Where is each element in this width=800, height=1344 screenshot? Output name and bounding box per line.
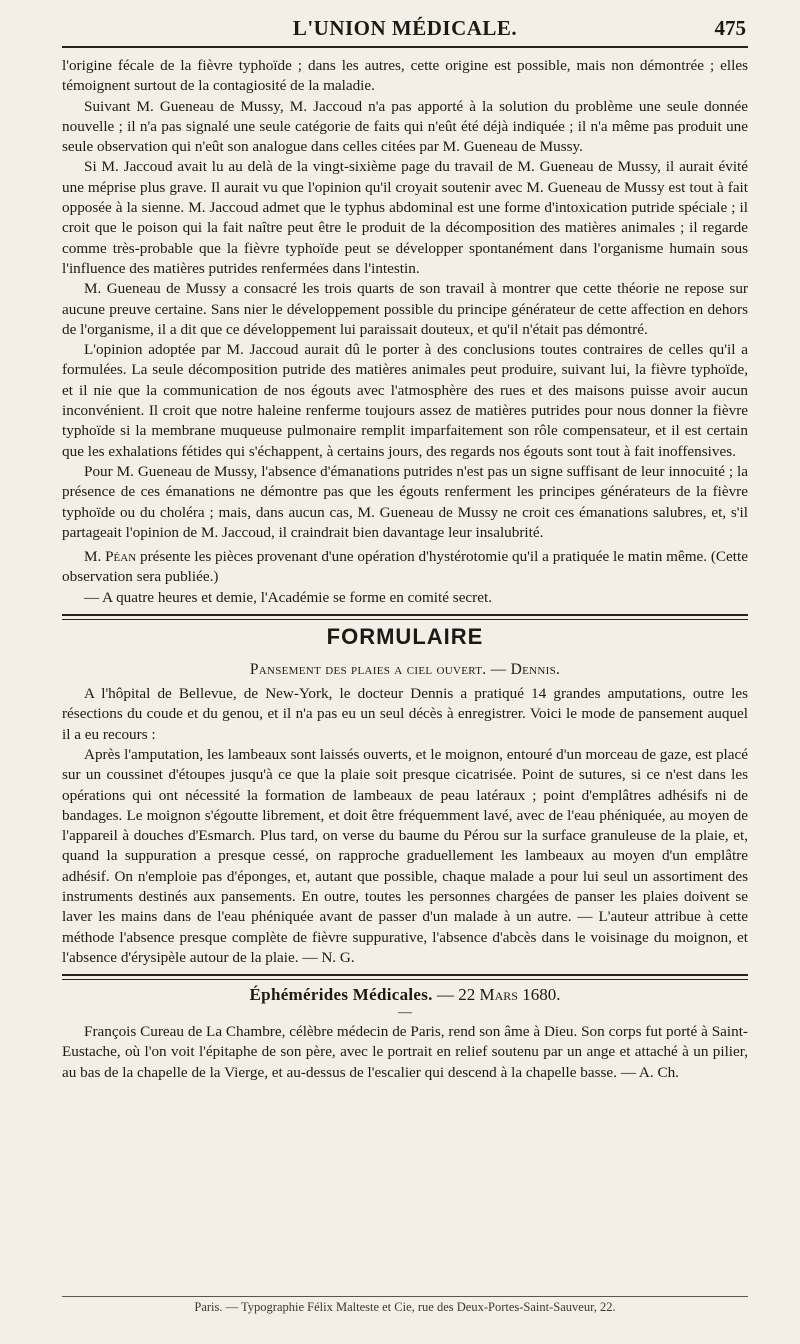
pean-text: présente les pièces provenant d'une opération d'hystérotomie qu'il a pratiquée le matin même. (Cette observation sera publiée.) bbox=[62, 548, 748, 586]
page-number: 475 bbox=[714, 16, 746, 40]
footer-rule bbox=[62, 1296, 748, 1297]
ephemerides-heading bbox=[62, 984, 748, 1006]
article-title: Pansement des plaies a ciel ouvert. — Dennis. bbox=[249, 661, 561, 679]
paragraph-continuation: l'origine fécale de la fièvre typhoïde ; dans les autres, cette origine est possible, mais non démontrée ; elles témoignent surtout de la contagiosité de la maladie. bbox=[62, 57, 748, 95]
paragraph-pean bbox=[62, 547, 748, 588]
paragraph-conclusions: L'opinion adoptée par M. Jaccoud aurait dû le porter à des conclusions toutes contraires de celles qu'il a formulées. La seule décomposition putride des matières animales peut produire, suivant lui, la fièvre typhoïde, et il nie que la communication de nos égouts avec l'atmosphère des rues et des maisons puisse avoir aucun inconvénient. Il croit que notre haleine renferme toujours assez de matières putrides pour nous donner la fièvre typhoïde si la membrane muqueuse pulmonaire remplit imparfaitement son rôle compensateur, et il est certain que les exhalations fétides qui s'échappent, à certains jours, des regards nos égouts sont tout à fait inoffensives. bbox=[62, 341, 748, 460]
paragraph-bellevue: A l'hôpital de Bellevue, de New-York, le docteur Dennis a pratiqué 14 grandes amputations, outre les résections du coude et du genou, et il n'a pas eu un seul décès à enregistrer. Voici le mode de pansement auquel il a eu recours : bbox=[62, 685, 748, 743]
paragraph-gueneau-reply: Suivant M. Gueneau de Mussy, M. Jaccoud n'a pas apporté à la solution du problème une seule donnée nouvelle ; il n'a pas signalé une seule catégorie de faits qui n'eût été déjà indiquée ; il n'a même pas produit une seule observation qui n'eût son analogue dans celles citées par M. Gueneau de Mussy. bbox=[62, 97, 748, 156]
pean-name: Péan bbox=[105, 548, 137, 566]
printer-footer: Paris. — Typographie Félix Malteste et Cie, rue des Deux-Portes-Saint-Sauveur, 22. bbox=[194, 1300, 616, 1314]
ephemerides-separator: — bbox=[398, 1005, 412, 1021]
paragraph-ephemerides: François Cureau de La Chambre, célèbre médecin de Paris, rend son âme à Dieu. Son corps fut porté à Saint-Eustache, où l'on voit l'épitaphe de son père, avec le portrait en relief soutenu par un ange et attaché à un pilier, au bas de la chapelle de la Vierge, et au-dessus de l'escalier qui descend à la chapelle basse. — A. Ch. bbox=[62, 1023, 748, 1081]
page-body bbox=[62, 56, 748, 1083]
paragraph-emanations: Pour M. Gueneau de Mussy, l'absence d'émanations putrides n'est pas un signe suffisant de leur innocuité ; la présence de ces émanations ne démontre pas que les égouts renferment les principes générateurs de la fièvre typhoïde ou du choléra ; mais, dans aucun cas, M. Gueneau de Mussy ne croit ces émanations salubres, et, s'il partageait l'opinion de M. Jaccoud, il craindrait bien davantage leur insalubrité. bbox=[62, 462, 748, 541]
ephemerides-date-year: 1680. bbox=[517, 985, 561, 1005]
header-rule bbox=[62, 46, 748, 48]
paragraph-pansement: Après l'amputation, les lambeaux sont laissés ouverts, et le moignon, entouré d'un morceau de gaze, est placé sur un coussinet d'étoupes jusqu'à ce que la plaie soit presque cicatrisée. Point de sutures, si ce n'est dans les opérations qui ont nécessité la formation de lambeaux de peau latéraux ; point d'emplâtres adhésifs ni de bandages. Le moignon s'égoutte librement, et doit être fréquemment lavé, avec de l'eau phéniquée, au moyen de l'appareil à douches d'Esmarch. Plus tard, on verse du baume du Pérou sur la surface granuleuse de la plaie, et, quand la suppuration a presque cessé, on rapproche graduellement les lambeaux au moyen d'un emplâtre adhésif. On n'emploie pas d'éponges, et, autant que possible, chaque malade a pour lui seul un assortiment des instruments destinés aux pansements. En outre, toutes les personnes chargées de panser les plaies doivent se laver les mains dans de l'eau phéniquée avant de passer d'un malade à un autre. — L'auteur attribue à cette méthode l'absence presque complète de fièvre suppurative, l'absence d'abcès dans le voisinage du moignon, et l'absence d'érysipèle autour de la plaie. — N. G. bbox=[62, 745, 748, 966]
ephemerides-title: Éphémérides Médicales. bbox=[249, 985, 433, 1005]
ephemerides-date-prefix: — 22 bbox=[432, 985, 480, 1005]
paragraph-jaccoud-error: Si M. Jaccoud avait lu au delà de la vingt-sixième page du travail de M. Gueneau de Mussy, il aurait évité une méprise plus grave. Il aurait vu que l'opinion qu'il croyait soutenir avec M. Gueneau de Mussy est tout à fait opposée à la sienne. M. Jaccoud admet que le typhus abdominal est une forme d'intoxication putride spéciale ; il croit que le poison qui la fait naître peut être le produit de la décomposition des matières animales ; il regarde comme très-probable que la fièvre typhoïde peut se développer spontanément dans l'organisme humain sous l'influence des matières putrides renfermées dans l'intestin. bbox=[62, 158, 748, 277]
ephemerides-date-month: Mars bbox=[479, 985, 518, 1005]
section-title-formulaire: FORMULAIRE bbox=[326, 624, 484, 650]
page-header bbox=[62, 14, 748, 42]
running-title: L'UNION MÉDICALE. bbox=[292, 16, 518, 40]
ephemerides-divider bbox=[62, 974, 748, 980]
closing-line: — A quatre heures et demie, l'Académie se forme en comité secret. bbox=[84, 588, 492, 606]
pean-prefix: M. bbox=[84, 548, 106, 566]
section-divider bbox=[62, 614, 748, 620]
paragraph-theory: M. Gueneau de Mussy a consacré les trois quarts de son travail à montrer que cette théorie ne repose sur aucune preuve certaine. Sans nier le développement possible du principe générateur de cette affection en dehors de l'organisme, il a dit que ce développement lui paraissait douteux, et qu'il n'était pas démontré. bbox=[62, 280, 748, 338]
